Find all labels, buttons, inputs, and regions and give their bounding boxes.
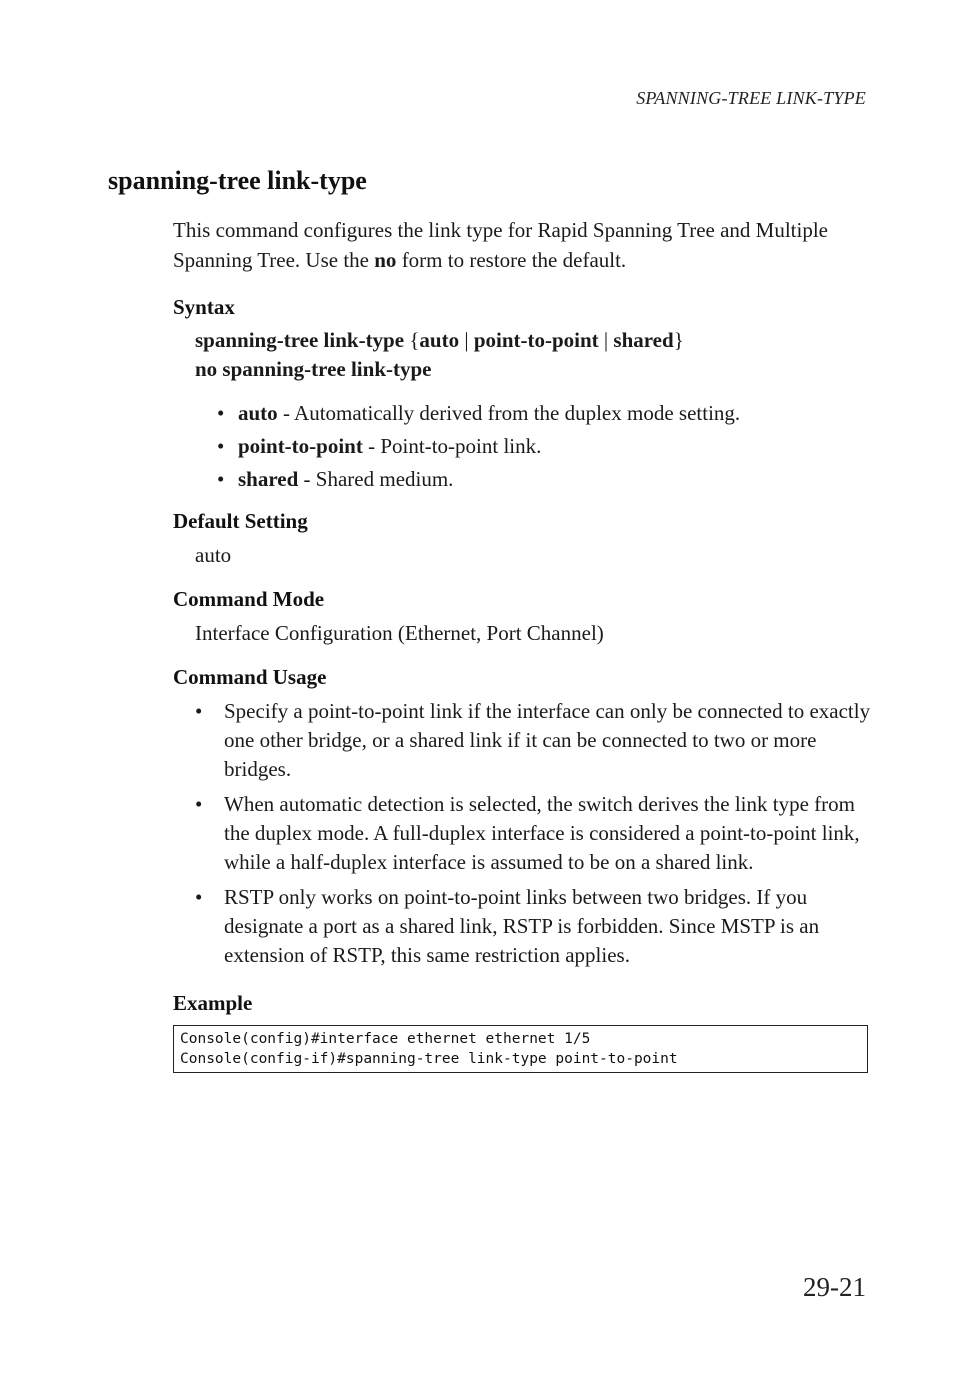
syntax-heading: Syntax xyxy=(173,295,235,319)
intro-text-end: form to restore the default. xyxy=(396,248,627,272)
running-header: SPANNING-TREE LINK-TYPE xyxy=(636,88,866,108)
code-line: Console(config-if)#spanning-tree link-type point-to-point xyxy=(180,1051,678,1067)
param-desc: - Automatically derived from the duplex mode setting. xyxy=(277,401,741,425)
usage-text: When automatic detection is selected, the switch derives the link type from the duplex mode. A full-duplex interface is considered a point-to-point link, while a half-duplex interface is assumed to be on a shared link. xyxy=(224,792,860,874)
intro-paragraph xyxy=(173,215,873,275)
param-desc: - Shared medium. xyxy=(298,467,454,491)
bullet-icon: • xyxy=(195,885,203,909)
usage-text: Specify a point-to-point link if the interface can only be connected to exactly one other bridge, or a shared link if it can be connected to two or more bridges. xyxy=(224,699,871,781)
default-setting-heading: Default Setting xyxy=(173,509,308,533)
command-usage-heading: Command Usage xyxy=(173,665,327,689)
syntax-option-point-to-point: point-to-point xyxy=(473,328,599,352)
command-mode-value: Interface Configuration (Ethernet, Port Channel) xyxy=(195,621,604,645)
bullet-icon: • xyxy=(217,434,225,458)
default-setting-value: auto xyxy=(195,543,232,567)
usage-list xyxy=(195,697,873,970)
list-item xyxy=(195,883,873,970)
syntax-option-auto: auto xyxy=(419,328,460,352)
syntax-line-2: no spanning-tree link-type xyxy=(195,357,432,381)
param-name: point-to-point xyxy=(238,434,363,458)
syntax-command: spanning-tree link-type xyxy=(195,328,410,352)
command-mode-heading: Command Mode xyxy=(173,587,325,611)
param-desc: - Point-to-point link. xyxy=(362,434,542,458)
code-example xyxy=(173,1025,868,1073)
syntax-option-shared: shared xyxy=(613,328,674,352)
syntax-close-brace: } xyxy=(673,328,684,352)
intro-no-keyword: no xyxy=(374,248,397,272)
bullet-icon: • xyxy=(217,401,225,425)
syntax-separator: | xyxy=(459,328,474,352)
code-line: Console(config)#interface ethernet ethernet 1/5 xyxy=(180,1031,591,1047)
usage-text: RSTP only works on point-to-point links between two bridges. If you designate a port as a shared link, RSTP is forbidden. Since MSTP is an extension of RSTP, this same restriction applies. xyxy=(224,885,820,967)
parameter-list xyxy=(217,397,873,496)
list-item xyxy=(195,697,873,784)
intro-text-start: This command configures the link type for Rapid Spanning Tree and Multiple Spanning Tree. Use the xyxy=(173,218,828,272)
list-item xyxy=(195,790,873,877)
bullet-icon: • xyxy=(195,699,203,723)
syntax-line-1 xyxy=(195,326,873,355)
syntax-separator: | xyxy=(598,328,614,352)
list-item xyxy=(217,397,873,430)
section-title: spanning-tree link-type xyxy=(108,166,367,195)
syntax-open-brace: { xyxy=(409,328,420,352)
bullet-icon: • xyxy=(195,792,203,816)
example-heading: Example xyxy=(173,991,253,1015)
page-number: 29-21 xyxy=(803,1272,866,1302)
section-body xyxy=(173,215,873,1073)
list-item xyxy=(217,430,873,463)
list-item xyxy=(217,463,873,496)
param-name: shared xyxy=(238,467,299,491)
syntax-block xyxy=(195,326,873,384)
param-name: auto xyxy=(238,401,278,425)
bullet-icon: • xyxy=(217,467,225,491)
